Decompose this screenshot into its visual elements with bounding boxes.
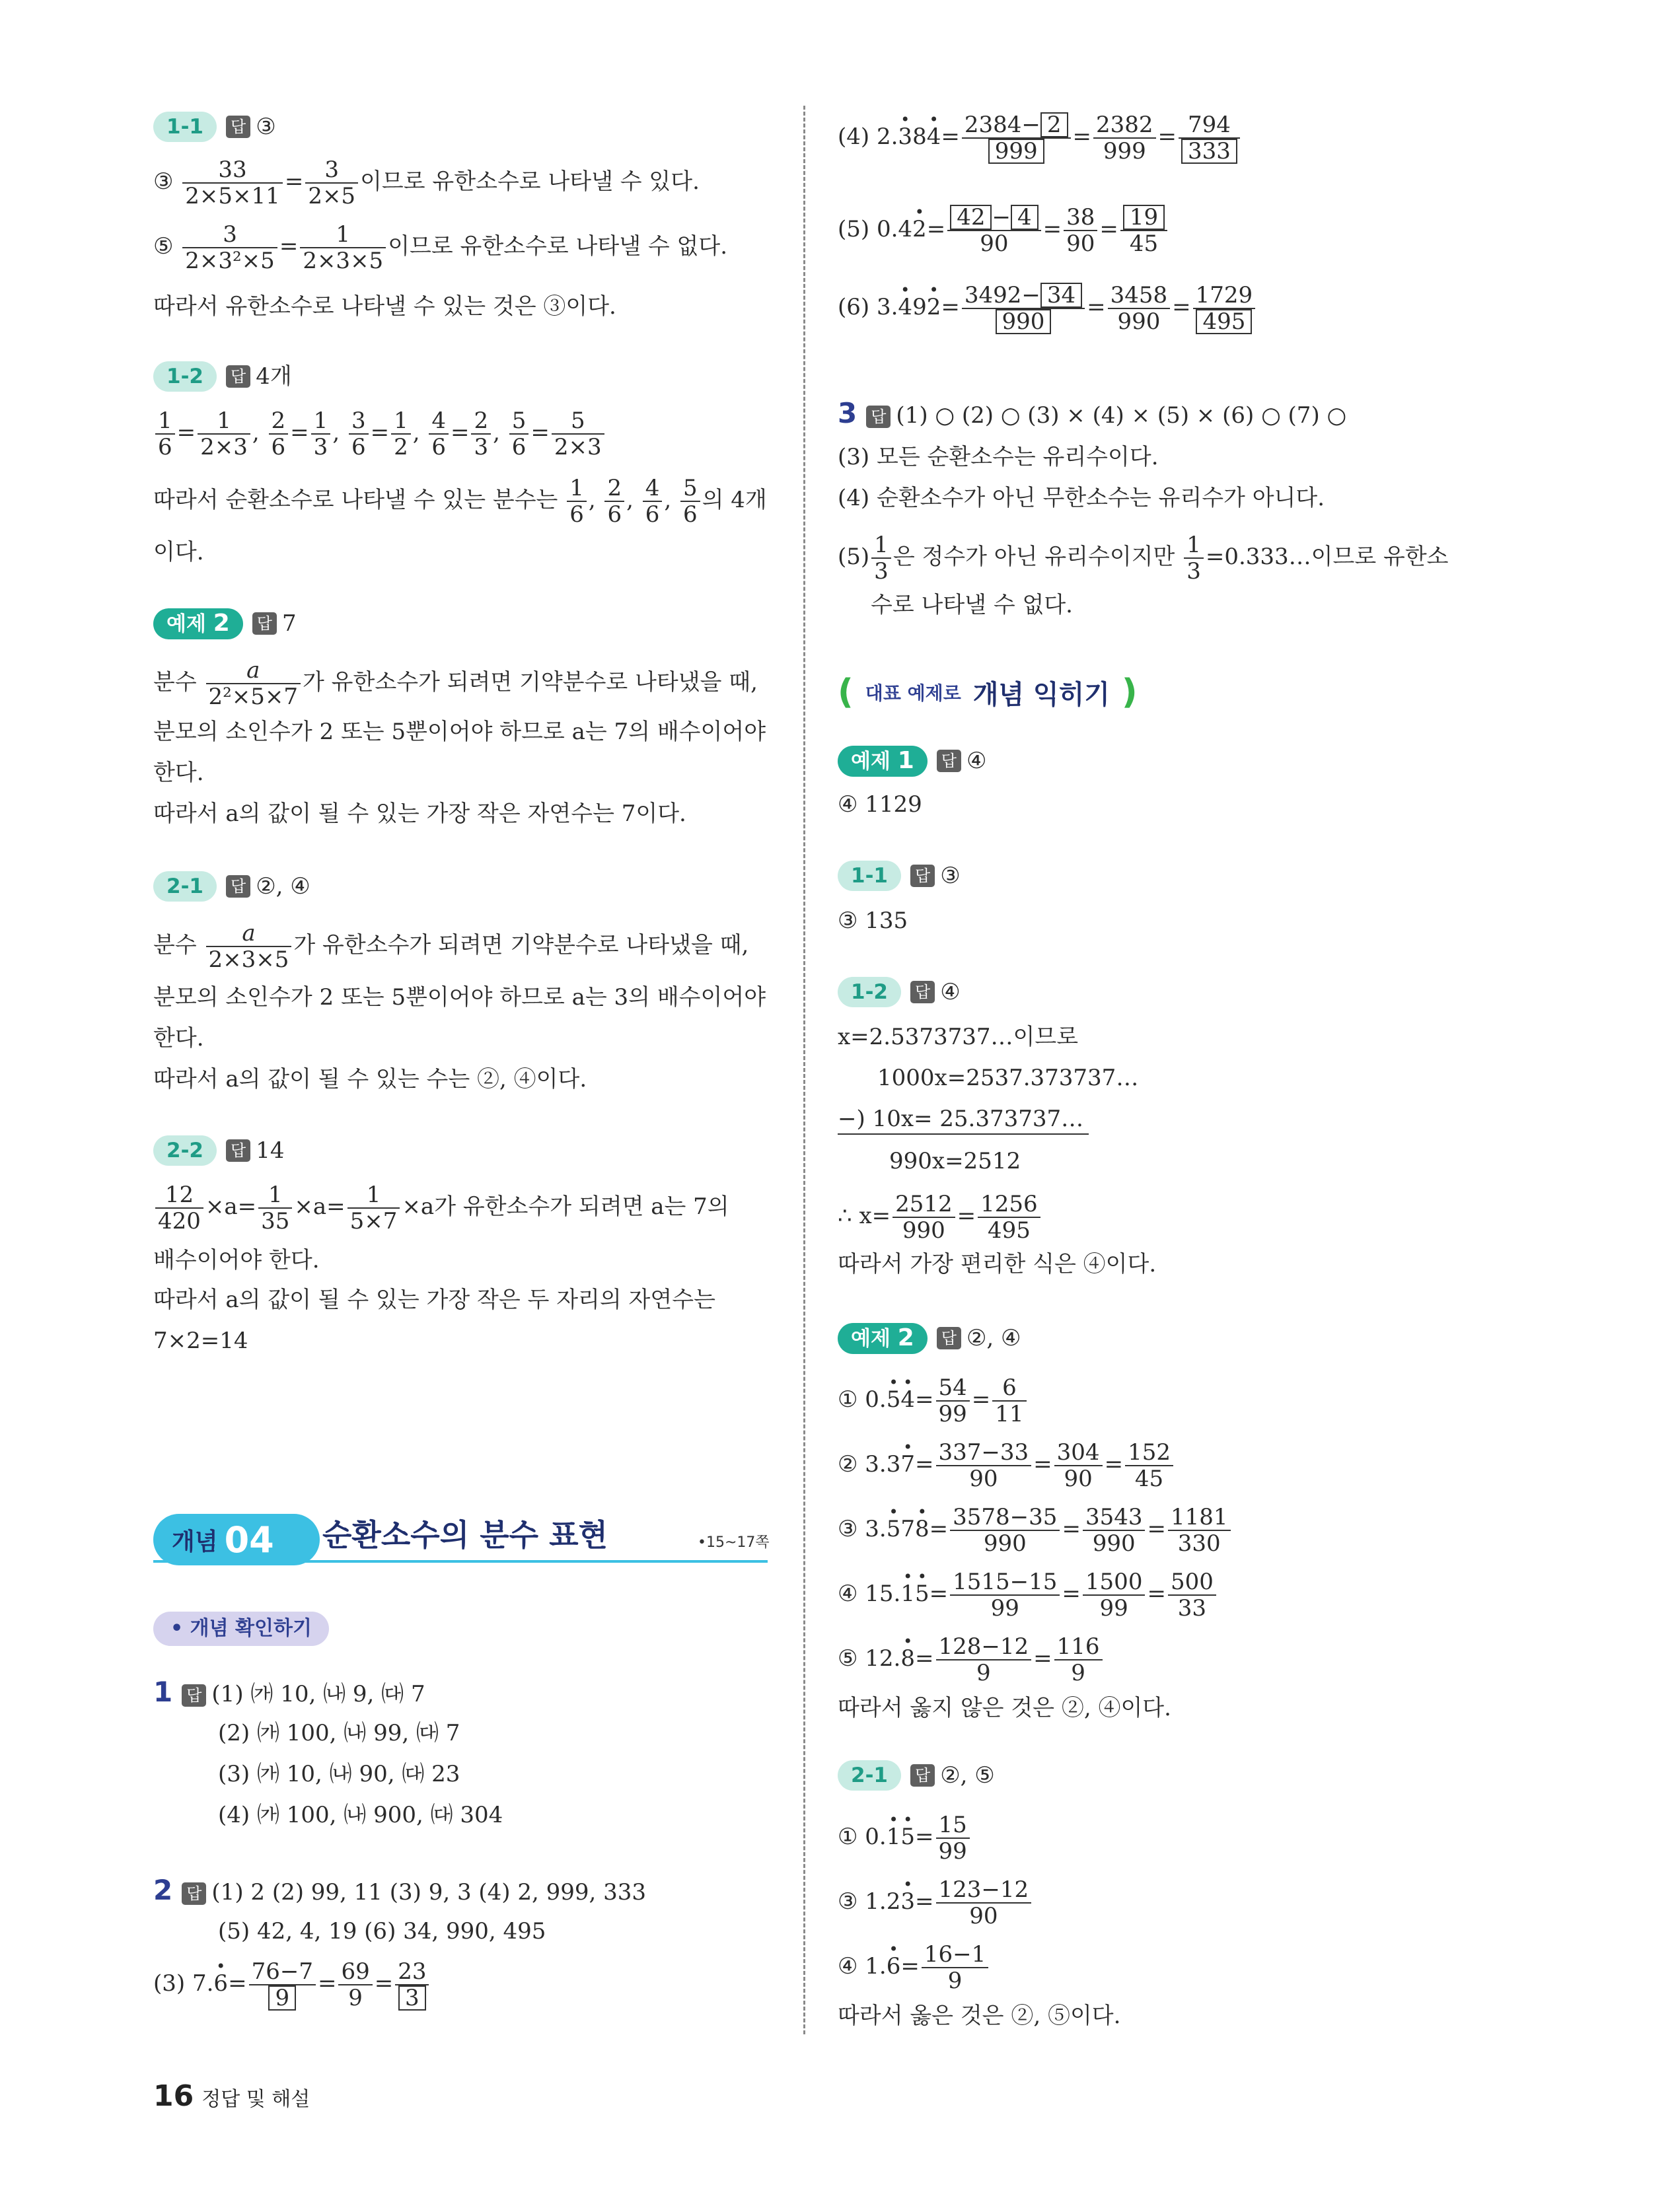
tag-1-1: 1-1 (153, 112, 217, 142)
solution-line: ⑤ $\frac{3}{\text{2×3²×5}}$ = $\frac{1}{2\times 3\times 5}$ 이므로 유한소수로 나타낼 수 없다. (153, 221, 728, 274)
conclusion: 따라서 유한소수로 나타낼 수 있는 것은 ③이다. (153, 293, 616, 320)
solution-line: 따라서 순환소수로 나타낼 수 있는 분수는 $\frac{1}{6}$ , $\frac{2}{6}$ , $\frac{4}{6}$ , $\frac{5}{6}$ 의 4개 (153, 475, 767, 528)
solution-line: ⑤ 12.• 8= $\frac{128-12}{9}$ = $\frac{116}{9}$ (838, 1634, 1105, 1686)
fraction: $\frac{33}{2\times 5\times 11}$ (182, 157, 283, 209)
solution-line: (4) 2.• 38• 4= $\frac{2384- 2}{999}$ = $\frac{2382}{999}$ = $\frac{794}{333}$ (838, 112, 1242, 164)
solution-line: 분모의 소인수가 2 또는 5뿐이어야 하므로 a는 3의 배수이어야 (153, 984, 766, 1011)
concept-check-pill: • 개념 확인하기 (153, 1612, 329, 1646)
column-divider (803, 106, 805, 2034)
answer-line: ④ 1129 (838, 791, 922, 818)
fraction: $\frac{3}{\text{2×3²×5}}$ (182, 222, 277, 273)
question-3: 3 답 (1) ○ (2) ○ (3) × (4) × (5) × (6) ○ (7) ○ (838, 397, 1347, 429)
answer-row: (4) ㈎ 100, ㈏ 900, ㈐ 304 (218, 1802, 503, 1828)
tag-1-2: 1-2 (153, 361, 217, 392)
page-footer (153, 2079, 310, 2113)
answer-label: 답 (226, 116, 250, 138)
bracket-right-icon: ) (1121, 672, 1138, 712)
concept-pages: •15~17쪽 (698, 1534, 770, 1551)
problem-1-2-header: 1-2 답 4개 (153, 361, 292, 392)
page-number: 16 (153, 2079, 194, 2113)
solution-line: 990x=2512 (889, 1148, 1021, 1174)
solution-line: 한다. (153, 760, 204, 786)
solution-line: (3) 7.• 6= $\frac{76-7}{9}$ = $\frac{69}{9}$ = $\frac{23}{3}$ (153, 1959, 431, 2011)
conclusion: 따라서 a의 값이 될 수 있는 수는 ②, ④이다. (153, 1066, 587, 1092)
example-2-header: 예제 2 답 7 (153, 608, 297, 639)
question-2: 2 답 (1) 2 (2) 99, 11 (3) 9, 3 (4) 2, 999, 333 (153, 1874, 647, 1906)
conclusion: 따라서 옳지 않은 것은 ②, ④이다. (838, 1695, 1171, 1721)
problem-1-1-header: 1-1 답 ③ (838, 860, 961, 891)
answer-row: (5) 42, 4, 19 (6) 34, 990, 495 (218, 1918, 546, 1944)
example-2-header: 예제 2 답 ②, ④ (838, 1322, 1021, 1354)
concept-badge: 개념 04 (153, 1514, 320, 1565)
solution-line: ③ 3.• 57• 8= $\frac{3578-35}{990}$ = $\frac{3543}{990}$ = $\frac{1181}{330}$ (838, 1505, 1233, 1556)
solution-line: 배수이어야 한다. (153, 1247, 320, 1273)
fraction: $\frac{3}{2\times 5}$ (305, 157, 358, 209)
solution-line: ③ 1.2• 3= $\frac{123-12}{90}$ (838, 1877, 1033, 1929)
conclusion: 따라서 a의 값이 될 수 있는 가장 작은 자연수는 7이다. (153, 801, 686, 827)
bracket-left-icon: ( (838, 672, 854, 712)
solution-line: 이다. (153, 539, 204, 565)
conclusion: 7×2=14 (153, 1328, 248, 1354)
solution-line: (3) 모든 순환소수는 유리수이다. (838, 444, 1159, 470)
answer-row: (3) ㈎ 10, ㈏ 90, ㈐ 23 (218, 1761, 460, 1787)
problem-2-2-header: 2-2 답 14 (153, 1135, 284, 1166)
answer-row: (2) ㈎ 100, ㈏ 99, ㈐ 7 (218, 1720, 460, 1746)
solution-line: $\frac{12}{420}$ ×a= $\frac{1}{35}$ ×a= $\frac{1}{5\times 7}$ ×a가 유한소수가 되려면 a는 7의 (153, 1182, 729, 1234)
solution-line: 분모의 소인수가 2 또는 5뿐이어야 하므로 a는 7의 배수이어야 (153, 719, 766, 745)
conclusion: 따라서 옳은 것은 ②, ⑤이다. (838, 2003, 1121, 2029)
solution-line: 분수 $\frac{a}{\text{2²×5×7}}$ 가 유한소수가 되려면 기약분수로 나타냈을 때, (153, 657, 758, 710)
problem-2-1-header: 2-1 답 ②, ⑤ (838, 1760, 995, 1791)
solution-line: 분수 $\frac{a}{2\times 3\times 5}$ 가 유한소수가 되려면 기약분수로 나타냈을 때, (153, 920, 749, 973)
solution-line: 한다. (153, 1025, 204, 1052)
solution-line: −) 10x= 25.373737… (838, 1104, 1089, 1135)
solution-line: ④ 15.• 1• 5= $\frac{1515-15}{99}$ = $\frac{1500}{99}$ = $\frac{500}{33}$ (838, 1569, 1218, 1621)
solution-line: x=2.5373737…이므로 (838, 1024, 1079, 1050)
example-1-header: 예제 1 답 ④ (838, 745, 986, 777)
solution-line: 수로 나타낼 수 없다. (871, 592, 1073, 618)
answer-line: ③ 135 (838, 908, 908, 934)
section-header: ( 대표 예제로 개념 익히기 ) (838, 672, 1138, 712)
question-1: 1 답 (1) ㈎ 10, ㈏ 9, ㈐ 7 (153, 1676, 425, 1708)
solution-line: 따라서 a의 값이 될 수 있는 가장 작은 두 자리의 자연수는 (153, 1287, 715, 1313)
solution-line: ∴ x= $\frac{2512}{990}$ = $\frac{1256}{495}$ (838, 1192, 1042, 1243)
solution-line: ④ 1.• 6= $\frac{16-1}{9}$ (838, 1942, 990, 1993)
solution-line: (5) 0.4• 2= $\frac{42 - 4}{90}$ = $\frac{38}{90}$ = $\frac{19}{45}$ (838, 205, 1169, 256)
solution-line: (5) $\frac{1}{3}$ 은 정수가 아닌 유리수이지만 $\frac{1}{3}$ =0.333…이므로 유한소 (838, 532, 1449, 585)
fraction: $\frac{1}{2\times 3\times 5}$ (300, 222, 386, 273)
answer: ③ (256, 114, 276, 140)
concept-underline (153, 1560, 768, 1563)
solution-line: ② 3.3• 7= $\frac{337-33}{90}$ = $\frac{304}{90}$ = $\frac{152}{45}$ (838, 1440, 1175, 1491)
problem-2-1-header: 2-1 답 ②, ④ (153, 871, 310, 902)
solution-line: ③ $\frac{33}{2\times 5\times 11}$ = $\frac{3}{2\times 5}$ 이므로 유한소수로 나타낼 수 있다. (153, 157, 700, 209)
concept-title: 순환소수의 분수 표현 (322, 1517, 608, 1553)
solution-line: (4) 순환소수가 아닌 무한소수는 유리수가 아니다. (838, 485, 1325, 511)
footer-text: 정답 및 해설 (201, 2088, 310, 2111)
problem-1-1-header (153, 111, 276, 142)
solution-line: ① 0.• 1• 5= $\frac{15}{99}$ (838, 1812, 972, 1864)
conclusion: 따라서 가장 편리한 식은 ④이다. (838, 1251, 1157, 1277)
solution-line: 1000x=2537.373737… (877, 1065, 1139, 1091)
solution-line: ① 0.• 5• 4= $\frac{54}{99}$ = $\frac{6}{11}$ (838, 1375, 1029, 1427)
solution-line: (6) 3.• 49• 2= $\frac{3492- 34}{990}$ = $\frac{3458}{990}$ = $\frac{1729}{495}$ (838, 283, 1257, 334)
problem-1-2-header: 1-2 답 ④ (838, 976, 961, 1007)
fraction-list: $\frac{1}{6}$ = $\frac{1}{2\times 3}$ , $\frac{2}{6}$ = $\frac{1}{3}$ , $\frac{3}{6}$ = $\frac{1}{2}$ , $\frac{4}{6}$ = $\frac{2}{3}$ , $\frac{5}{6}$ = $\frac{5}{2\times 3}$ (153, 408, 606, 460)
